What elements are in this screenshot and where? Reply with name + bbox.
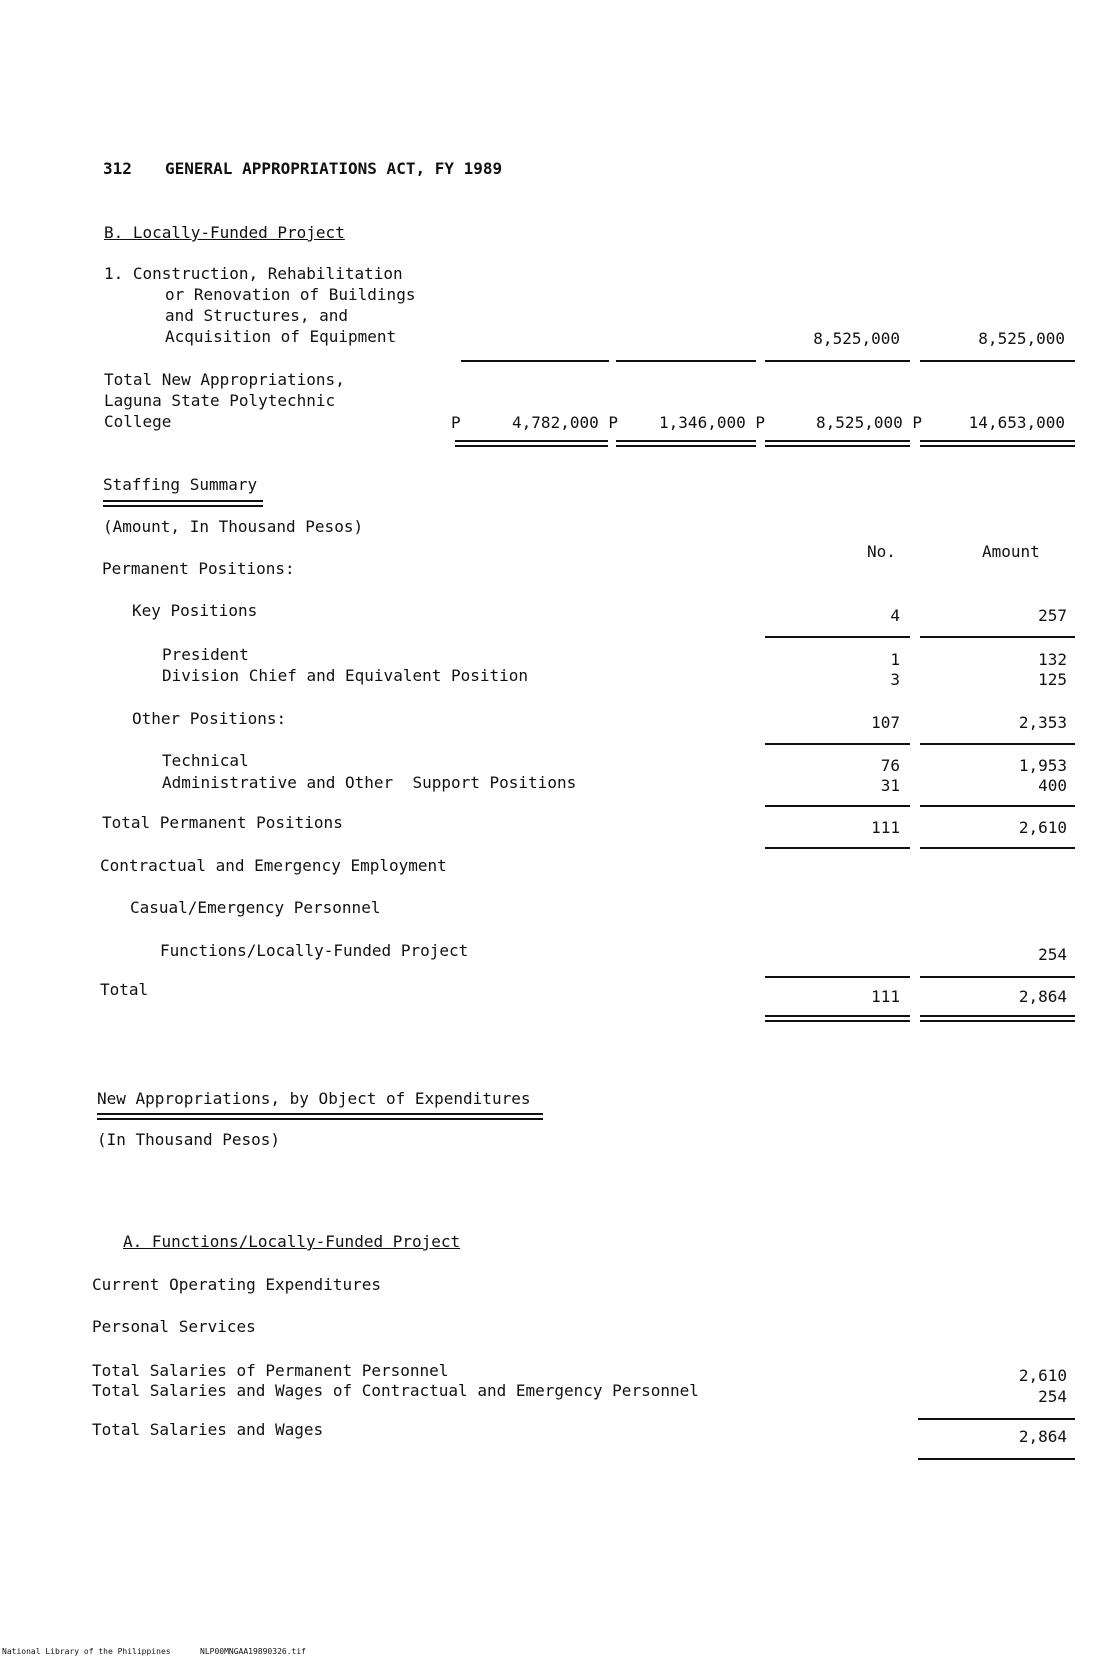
rule [920,976,1075,978]
rule [765,743,910,745]
double-rule [765,1015,910,1022]
total-amount: 2,864 [1018,987,1067,1006]
double-rule [920,440,1075,447]
double-rule [765,440,910,447]
salaries-permanent-amount: 2,610 [1018,1366,1067,1385]
double-rule [616,440,756,447]
double-rule [455,440,608,447]
total-permanent-no: 111 [871,818,900,837]
current-operating-label: Current Operating Expenditures [92,1275,381,1294]
other-positions-label: Other Positions: [132,709,287,728]
rule [918,1418,1075,1420]
technical-no: 76 [880,756,900,775]
admin-amount: 400 [1038,776,1067,795]
footer-library: National Library of the Philippines [2,1647,171,1656]
peso-sign: P [451,413,461,432]
technical-label: Technical [162,751,249,770]
total-new-line2: Laguna State Polytechnic [104,391,336,410]
total-label: Total [100,980,149,999]
item1-amount-total: 8,525,000 [978,329,1065,348]
rule [461,360,609,362]
total-new-col1: 4,782,000 P [512,413,618,432]
division-chief-label: Division Chief and Equivalent Position [162,666,529,685]
key-positions-amount: 257 [1038,606,1067,625]
page-title: GENERAL APPROPRIATIONS ACT, FY 1989 [165,159,503,178]
total-new-col2: 1,346,000 P [659,413,765,432]
personal-services-label: Personal Services [92,1317,256,1336]
total-new-col3: 8,525,000 P [816,413,922,432]
rule [920,805,1075,807]
rule [765,360,910,362]
rule [765,636,910,638]
col-header-amount: Amount [982,542,1040,561]
total-salaries-label: Total Salaries and Wages [92,1420,324,1439]
salaries-contractual-label: Total Salaries and Wages of Contractual and Emergency Personnel [92,1381,699,1400]
section-heading-a: A. Functions/Locally-Funded Project [123,1232,461,1251]
staffing-note: (Amount, In Thousand Pesos) [103,517,364,536]
item1-line2: or Renovation of Buildings [165,285,416,304]
permanent-label: Permanent Positions: [102,559,295,578]
casual-label: Casual/Emergency Personnel [130,898,381,917]
salaries-permanent-label: Total Salaries of Permanent Personnel [92,1361,449,1380]
total-permanent-amount: 2,610 [1018,818,1067,837]
item1-amount-col3: 8,525,000 [813,329,900,348]
key-positions-label: Key Positions [132,601,258,620]
item1-line4: Acquisition of Equipment [165,327,397,346]
total-no: 111 [871,987,900,1006]
rule [765,976,910,978]
total-permanent-label: Total Permanent Positions [102,813,343,832]
rule [920,636,1075,638]
division-chief-no: 3 [890,670,900,689]
footer-file: NLP00MNGAA19890326.tif [200,1647,306,1656]
total-new-line3: College [104,412,172,431]
col-header-no: No. [867,542,896,561]
total-new-line1: Total New Appropriations, [104,370,345,389]
object-expenditures-title: New Appropriations, by Object of Expenditures [97,1089,531,1108]
contractual-label: Contractual and Emergency Employment [100,856,447,875]
other-positions-amount: 2,353 [1018,713,1067,732]
section-heading-b: B. Locally-Funded Project [104,223,345,242]
staffing-title: Staffing Summary [103,475,258,494]
president-no: 1 [890,650,900,669]
item1-line1: 1. Construction, Rehabilitation [104,264,403,283]
object-expenditures-note: (In Thousand Pesos) [97,1130,281,1149]
rule [920,360,1075,362]
double-rule [97,1113,543,1120]
double-rule [103,500,263,507]
total-salaries-amount: 2,864 [1018,1427,1067,1446]
salaries-contractual-amount: 254 [1038,1387,1067,1406]
item1-line3: and Structures, and [165,306,349,325]
rule [616,360,756,362]
admin-label: Administrative and Other Support Positions [162,773,577,792]
other-positions-no: 107 [871,713,900,732]
key-positions-no: 4 [890,606,900,625]
page-number: 312 [103,159,132,178]
president-amount: 132 [1038,650,1067,669]
functions-label: Functions/Locally-Funded Project [160,941,469,960]
rule [920,847,1075,849]
total-new-grand: 14,653,000 [968,413,1065,432]
technical-amount: 1,953 [1018,756,1067,775]
rule [765,805,910,807]
division-chief-amount: 125 [1038,670,1067,689]
rule [920,743,1075,745]
president-label: President [162,645,249,664]
admin-no: 31 [880,776,900,795]
functions-amount: 254 [1038,945,1067,964]
double-rule [920,1015,1075,1022]
rule [918,1458,1075,1460]
rule [765,847,910,849]
